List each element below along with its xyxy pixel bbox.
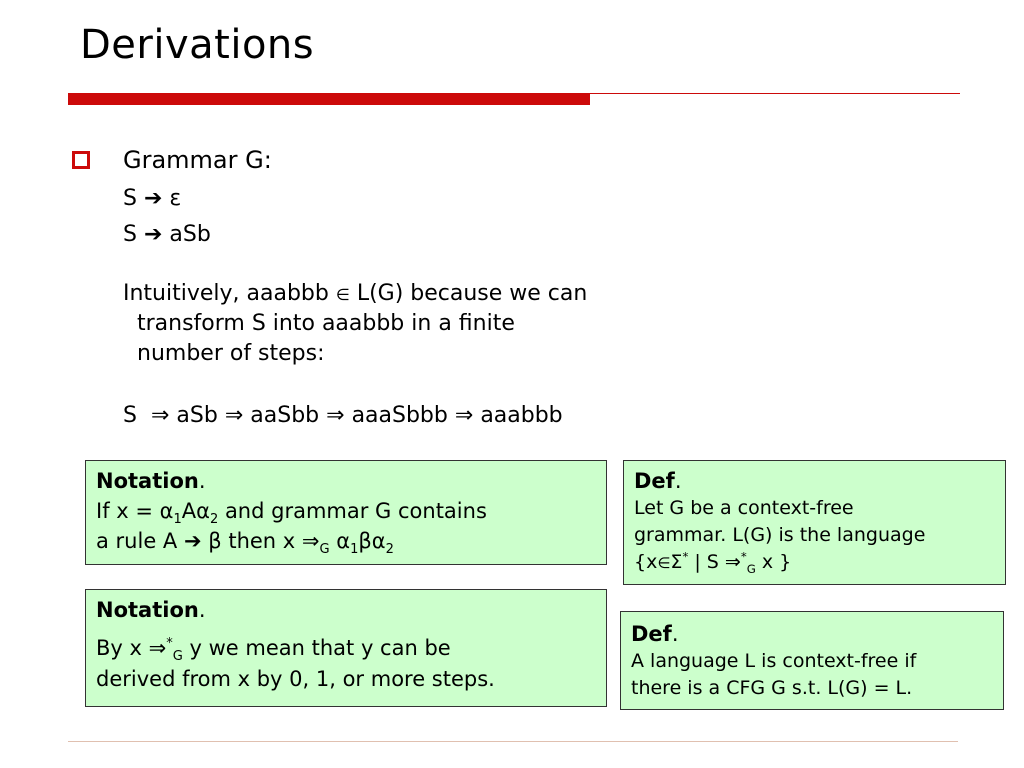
intuition-line-2: transform S into aaabbb in a finite xyxy=(137,311,515,336)
right-arrow-icon: ➔ xyxy=(143,186,163,211)
def-2-heading: Def xyxy=(631,622,672,646)
slide-title: Derivations xyxy=(80,22,315,68)
derivation-step: aSb xyxy=(176,403,218,428)
element-of-icon: ∈ xyxy=(657,554,671,572)
derives-arrow-icon: ⇒ xyxy=(148,636,167,660)
rule-1-lhs: S xyxy=(123,186,137,211)
notation-1-line-1: If $x = \alpha_1A\alpha_2$ and grammar G contains xyxy=(96,499,487,528)
derivation-step: S xyxy=(123,403,137,428)
def-2-line-2: there is a CFG G s.t. L(G) = L. xyxy=(631,677,913,699)
def-2-line-1: A language L is context-free if xyxy=(631,650,917,672)
intuition-line-3: number of steps: xyxy=(137,341,325,366)
derivation-step: aaSbb xyxy=(250,403,320,428)
notation-2-line-1: By x $\Rightarrow^*_G$ y we mean that y can be xyxy=(96,636,451,665)
derives-arrow-icon: ⇒ xyxy=(454,403,474,428)
square-bullet-icon xyxy=(72,151,90,169)
intuition-text-a: Intuitively, aaabbb xyxy=(123,281,329,306)
notation-box-1: Notation. If $x = \alpha_1A\alpha_2$ and grammar G contains a rule A ➔ β then x $\Rightarrow_G$ $\alpha_1\beta\alpha_2$ xyxy=(85,460,607,565)
right-arrow-icon: ➔ xyxy=(183,529,202,553)
derives-arrow-icon: ⇒ xyxy=(724,551,741,573)
derivation-chain xyxy=(123,403,563,428)
intuition-text-b: L(G) because we can xyxy=(356,281,588,306)
derives-arrow-icon: ⇒ xyxy=(301,529,320,553)
grammar-rule-1 xyxy=(123,186,181,211)
def-box-2: Def. A language L is context-free if there is a CFG G s.t. L(G) = L. xyxy=(620,611,1004,710)
rule-2-lhs: S xyxy=(123,222,137,247)
notation-1-heading: Notation xyxy=(96,469,199,493)
notation-2-heading: Notation xyxy=(96,598,199,622)
def-box-1: Def. Let G be a context-free grammar. L(G) is the language {x∈Σ* | S $\Rightarrow^*_G$ x } xyxy=(623,460,1006,585)
derives-arrow-icon: ⇒ xyxy=(224,403,244,428)
notation-box-2: Notation. By x $\Rightarrow^*_G$ y we mean that y can be derived from x by 0, 1, or more steps. xyxy=(85,589,607,707)
title-underline-thin xyxy=(590,93,960,94)
grammar-rule-2 xyxy=(123,222,211,247)
grammar-heading: Grammar G: xyxy=(123,146,272,174)
notation-1-line-2: a rule A ➔ β then x $\Rightarrow_G$ $\alpha_1\beta\alpha_2$ xyxy=(96,529,394,558)
derivation-step: aaaSbbb xyxy=(351,403,448,428)
footer-divider xyxy=(68,741,958,742)
def-1-line-3: {x∈Σ* | S $\Rightarrow^*_G$ x } xyxy=(634,549,792,576)
def-1-line-1: Let G be a context-free xyxy=(634,497,854,519)
derivation-step: aaabbb xyxy=(480,403,563,428)
right-arrow-icon: ➔ xyxy=(143,222,163,247)
notation-2-line-2: derived from x by 0, 1, or more steps. xyxy=(96,667,495,691)
def-1-heading: Def xyxy=(634,469,675,493)
rule-2-rhs: aSb xyxy=(169,222,211,247)
def-1-line-2: grammar. L(G) is the language xyxy=(634,524,926,546)
rule-1-rhs: ε xyxy=(169,186,182,211)
derives-arrow-icon: ⇒ xyxy=(143,403,170,428)
title-underline-thick xyxy=(68,93,590,105)
derives-arrow-icon: ⇒ xyxy=(326,403,345,428)
intuition-line-1 xyxy=(123,281,587,306)
element-of-icon: ∈ xyxy=(335,285,350,304)
